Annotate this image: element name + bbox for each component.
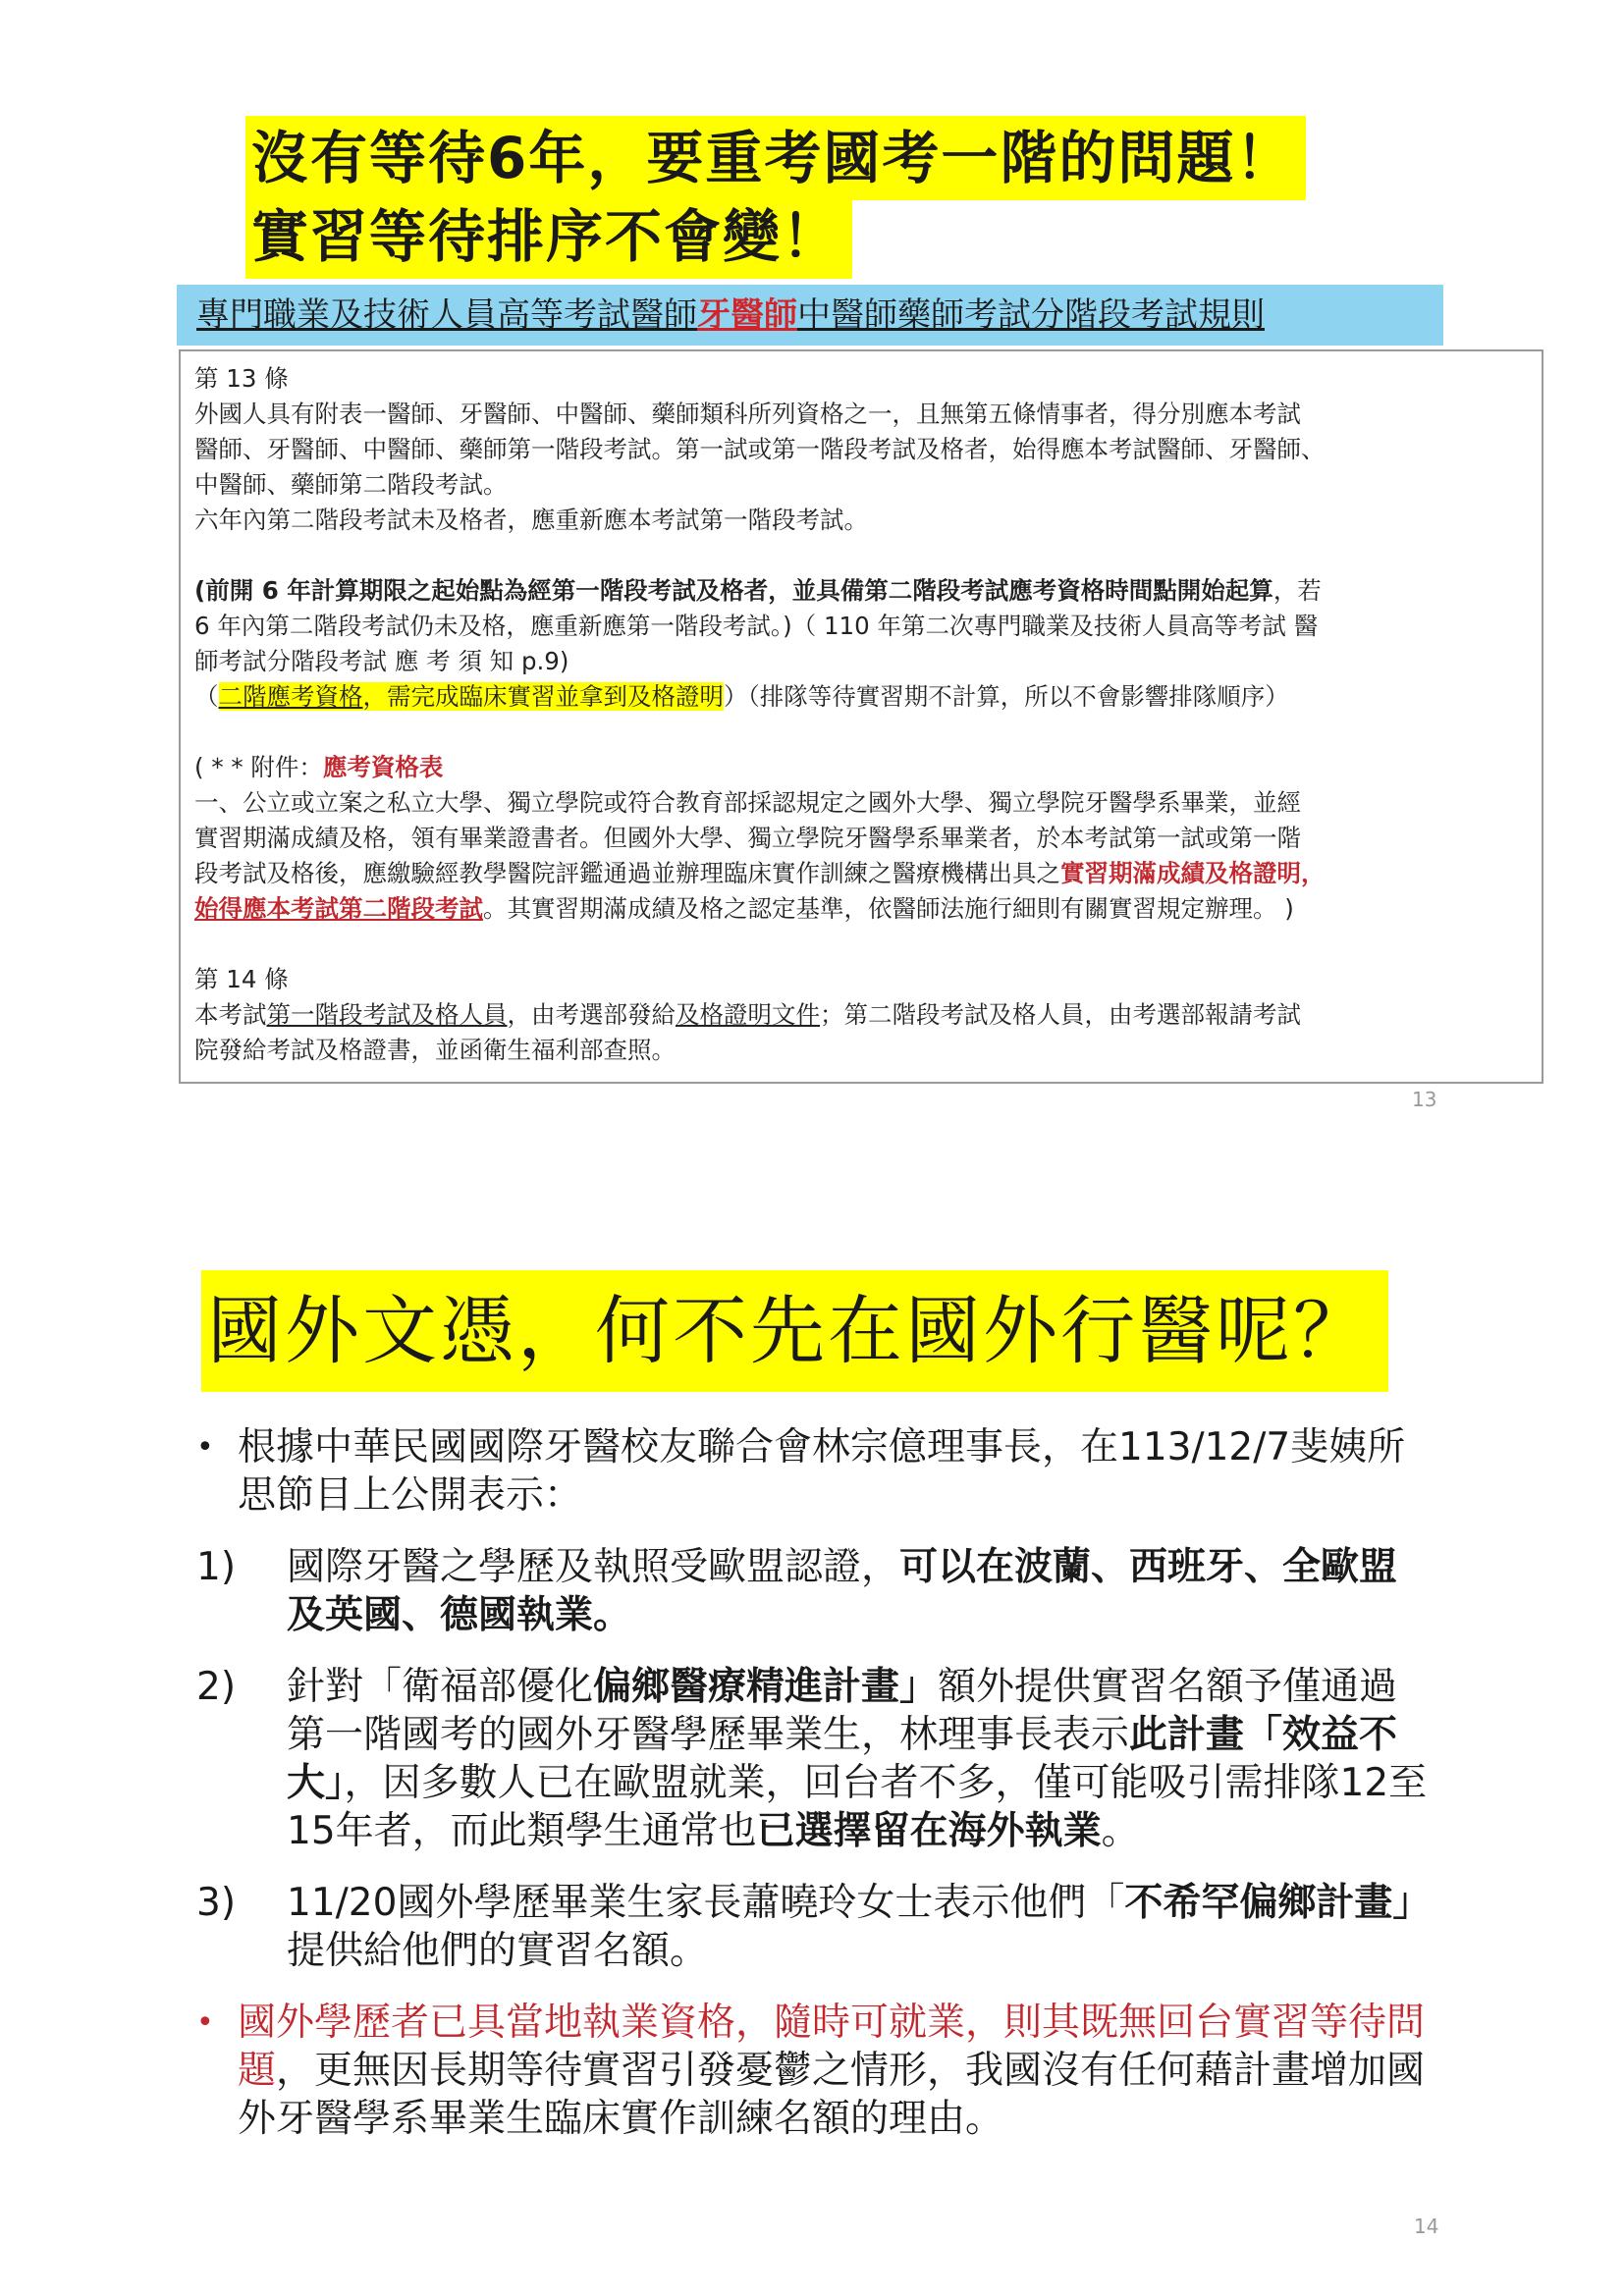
page-number-14: 14 bbox=[1414, 2215, 1439, 2238]
slide14-title: 國外文憑，何不先在國外行醫呢？ bbox=[201, 1270, 1388, 1392]
conclusion-bullet-item bbox=[196, 1999, 1434, 2143]
list-marker: 3) bbox=[196, 1881, 237, 1925]
conclusion-rest: ，更無因長期等待實習引發憂鬱之情形，我國沒有任何藉計畫增加國外牙醫學系畢業生臨床實作訓練名額的理由。 bbox=[238, 2049, 1426, 2141]
intro-bullet-item bbox=[196, 1423, 1434, 1520]
note-line1 bbox=[194, 573, 1528, 609]
art14-heading: 第 14 條 bbox=[194, 965, 289, 993]
art13-p2: 六年內第二階段考試未及格者，應重新應本考試第一階段考試。 bbox=[194, 506, 868, 534]
list-item-2-text bbox=[287, 1663, 1434, 1855]
note-line2: 6 年內第二階段考試仍未及格，應重新應第一階段考試。)（ 110 年第二次專門職業及技術人員高等考試 醫 bbox=[194, 612, 1319, 640]
banner-post: 中醫師藥師考試分階段考試規則 bbox=[797, 295, 1265, 335]
art13-heading: 第 13 條 bbox=[194, 364, 289, 393]
q-highlight bbox=[219, 682, 725, 711]
item2-f: 已選擇留在海外執業 bbox=[756, 1809, 1102, 1853]
list-marker: 1) bbox=[196, 1545, 237, 1589]
attachment-heading bbox=[194, 750, 1528, 785]
bullet-icon: • bbox=[196, 2005, 214, 2040]
item3-b: 不希罕偏鄉計畫」 bbox=[1124, 1881, 1432, 1925]
slide13-title-line1: 沒有等待6年，要重考國考一階的問題！ bbox=[245, 116, 1306, 200]
item2-a: 針對「衛福部優化 bbox=[287, 1665, 594, 1709]
list-item-1-text bbox=[287, 1543, 1434, 1639]
art13-p1-line1: 外國人具有附表一醫師、牙醫師、中醫師、藥師類科所列資格之一，且無第五條情事者，得分別應本考試 bbox=[194, 400, 1301, 428]
banner-red: 牙醫師 bbox=[697, 295, 797, 335]
art14-l1-c: ；第二階段考試及格人員，由考選部報請考試 bbox=[820, 1000, 1301, 1029]
att-line3 bbox=[194, 856, 1528, 891]
att-line3-red: 實習期滿成績及格證明， bbox=[1060, 859, 1326, 887]
note-line1-rest: ，若 bbox=[1272, 576, 1322, 605]
list-item-3 bbox=[196, 1879, 1434, 1975]
q-underlined: 二階應考資格 bbox=[218, 682, 363, 711]
att-red: 應考資格表 bbox=[322, 753, 444, 781]
list-item-3-text bbox=[287, 1879, 1434, 1975]
slide13-title-line2: 實習等待排序不會變！ bbox=[245, 194, 852, 279]
note-line3: 師考試分階段考試 應 考 須 知 p.9) bbox=[194, 647, 569, 675]
item2-d: 此計畫「效益不大」 bbox=[287, 1713, 1398, 1805]
rule-text-box bbox=[179, 349, 1543, 1084]
art14-l1-ul2: 及格證明文件 bbox=[676, 1000, 820, 1029]
item1-b: 可以在波蘭、西班牙、全歐盟及英國、德國執業。 bbox=[287, 1545, 1398, 1637]
slide14-body bbox=[196, 1423, 1434, 2166]
item2-c: 額外提供實習名額予僅通過第一階國考的國外牙醫學歷畢業生，林理事長表示 bbox=[287, 1665, 1398, 1757]
item3-c: 提供給他們的實習名額。 bbox=[287, 1929, 709, 1973]
att-line4-post: 。其實習期滿成績及格之認定基準，依醫師法施行細則有關實習規定辦理。 ) bbox=[483, 894, 1294, 923]
page-number-13: 13 bbox=[1412, 1088, 1437, 1111]
intro-text: 根據中華民國國際牙醫校友聯合會林宗億理事長，在113/12/7斐姨所思節目上公開表示： bbox=[238, 1425, 1406, 1518]
att-line2: 實習期滿成績及格，領有畢業證書者。但國外大學、獨立學院牙醫學系畢業者，於本考試第一試或第一階 bbox=[194, 824, 1301, 852]
art14-l1-ul1: 第一階段考試及格人員 bbox=[266, 1000, 508, 1029]
rules-banner bbox=[177, 285, 1443, 346]
att-pre: ( * * 附件： bbox=[194, 753, 323, 781]
q-mid: ，需完成臨床實習並拿到及格證明 bbox=[362, 682, 724, 711]
conclusion-text bbox=[238, 1999, 1434, 2143]
item2-b: 偏鄉醫療精進計畫」 bbox=[593, 1665, 939, 1709]
art14-line2: 院發給考試及格證書，並函衛生福利部查照。 bbox=[194, 1036, 676, 1064]
list-item-2 bbox=[196, 1663, 1434, 1855]
note-bold: (前開 6 年計算期限之起始點為經第一階段考試及格者，並具備第二階段考試應考資格時間點開始起算 bbox=[194, 576, 1273, 605]
list-marker: 2) bbox=[196, 1665, 237, 1709]
list-item-1 bbox=[196, 1543, 1434, 1639]
q-rest: ）（排隊等待實習期不計算，所以不會影響排隊順序） bbox=[724, 682, 1289, 711]
art13-p1-line3: 中醫師、藥師第二階段考試。 bbox=[194, 470, 508, 499]
att-line3-pre: 段考試及格後，應繳驗經教學醫院評鑑通過並辦理臨床實作訓練之醫療機構出具之 bbox=[194, 859, 1060, 887]
item2-g: 。 bbox=[1101, 1809, 1140, 1853]
item3-a: 11/20國外學歷畢業生家長蕭曉玲女士表示他們「 bbox=[287, 1881, 1125, 1925]
art14-l1-a: 本考試 bbox=[194, 1000, 267, 1029]
item2-e: ，因多數人已在歐盟就業，回台者不多，僅可能吸引需排隊12至15年者，而此類學生通常也 bbox=[287, 1761, 1428, 1853]
art14-line1 bbox=[194, 997, 1528, 1033]
art14-l1-b: ，由考選部發給 bbox=[507, 1000, 676, 1029]
banner-pre: 專門職業及技術人員高等考試醫師 bbox=[196, 295, 697, 335]
att-line4 bbox=[194, 891, 1528, 927]
qualification-line bbox=[194, 679, 1528, 715]
att-line4-red: 始得應本考試第二階段考試 bbox=[194, 894, 483, 923]
q-open: （ bbox=[194, 682, 219, 711]
att-line1: 一、公立或立案之私立大學、獨立學院或符合教育部採認規定之國外大學、獨立學院牙醫學系畢業，並經 bbox=[194, 788, 1301, 817]
item1-a: 國際牙醫之學歷及執照受歐盟認證， bbox=[287, 1545, 900, 1589]
art13-p1-line2: 醫師、牙醫師、中醫師、藥師第一階段考試。第一試或第一階段考試及格者，始得應本考試醫師、牙醫師、 bbox=[194, 435, 1326, 463]
bullet-icon: • bbox=[196, 1430, 214, 1465]
conclusion-red: 國外學歷者已具當地執業資格，隨時可就業，則其既無回台實習等待問題 bbox=[238, 2001, 1426, 2093]
